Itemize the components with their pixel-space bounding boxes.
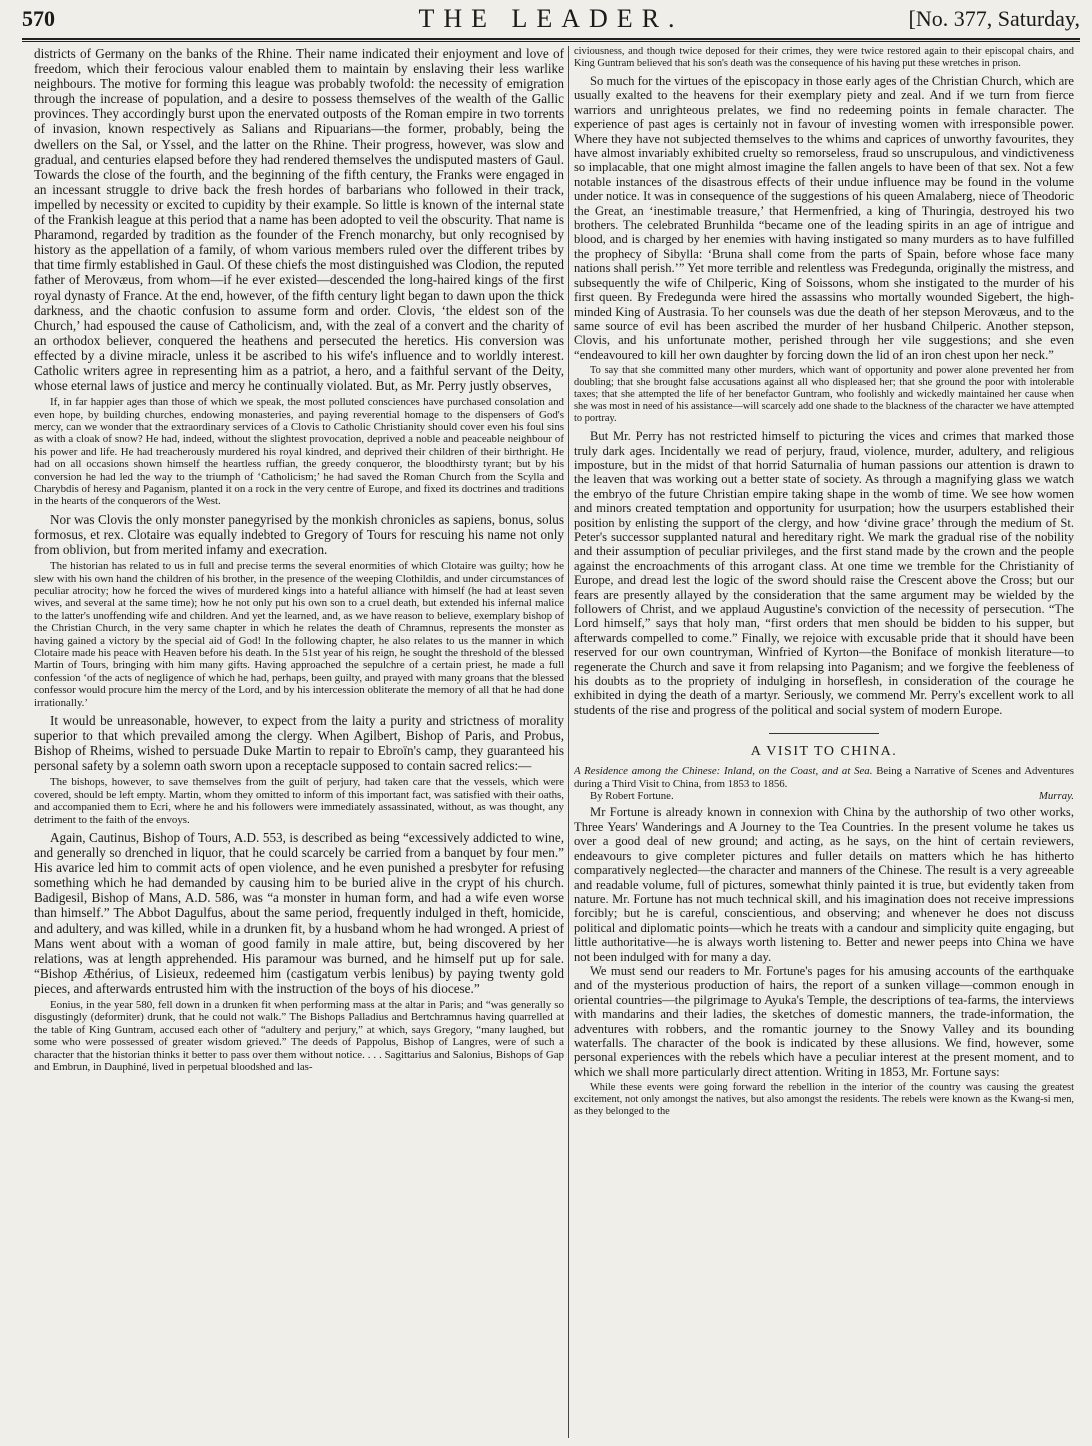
section-divider	[769, 733, 879, 734]
article-paragraph: It would be unreasonable, however, to expect from the laity a purity and strictness of morality superior to that which prevailed among the clergy. When Agilbert, Bishop of Paris, and Probus, Bishop of Rheims, wished to persuade Duke Martin to repair to Ebroïn's camp, they guaranteed his personal safety by a solemn oath sworn upon a receptacle supposed to contain sacred relics:—	[34, 712, 564, 774]
article-paragraph: But Mr. Perry has not restricted himself to picturing the vices and crimes that marked those truly dark ages. Incidentally we read of perjury, fraud, violence, murder, adultery, and religious imposture, but in the midst of that horrid Saturnalia of human passions our attention is drawn to the leaven that was working out a better state of society. As through a magnifying glass we watch the embryo of the future Christian empire taking shape in the womb of time. We see how women and minors created temptation and opportunity for usurpation; how the usurpers established their position by enlisting the support of the clergy, and how ‘divine grace’ through the medium of St. Peter's successor supplanted natural and hereditary right. We mark the gradual rise of the nobility and their assumption of peculiar privileges, and the first stand made by the crown and the people against the encroachments of this arrogant class. At one time we tremble for the Christianity of Europe, and dread lest the logic of the sword should raise the Crescent above the Cross; but our fears are presently allayed by the consideration that the same argument may be wielded by the followers of Christ, and we applaud Augustine's conviction of the necessity of persecution. “The Lord himself,” says that holy man, “first orders that men should be bidden to his supper, but afterwards compelled to come.” Finally, we rejoice with excusable pride that it should have been reserved for our own countryman, Winfried of Kyrton—the Boniface of monkish literature—to regenerate the Church and save it from relapsing into Paganism; and we forgive the feebleness of his doubts as to the propriety of indulging in horseflesh, in consideration of the courage he exhibited in dying the death of a martyr. Seriously, we commend Mr. Perry's excellent work to all students of the rise and progress of the political and social system of modern Europe.	[574, 429, 1074, 717]
review-book-title: A Residence among the Chinese: Inland, on the Coast, and at Sea.	[574, 765, 873, 778]
article-paragraph: Nor was Clovis the only monster panegyrised by the monkish chronicles as sapiens, bonus, solus formosus, et rex. Clotaire was equally indebted to Gregory of Tours for rescuing his name not only from oblivion, but from merited infamy and execration.	[34, 511, 564, 557]
article-paragraph: Mr Fortune is already known in connexion with China by the authorship of two other works, Three Years' Wanderings and A Journey to the Tea Countries. In the present volume he takes us over a good deal of new ground; and acting, as he says, on the hint of certain reviewers, endeavours to give completer pictures and fuller details on matters which he has hitherto comparatively neglected—the character and manners of the Chinese. The result is a very agreeable and readable volume, full of pictures, somewhat thinly painted it is true, but evidently taken from nature. Mr. Fortune has not much technical skill, and his imagination does not receive impressions forcibly; but he is careful, conscientious, and observing; and whenever he does not discuss political and diplomatic points—which he treats with a candour and simplicity quite engaging, but little authoritative—he is always worth listening to. Better and newer peeps into China we have not been indulged with for many a day.	[574, 805, 1074, 964]
article-paragraph: We must send our readers to Mr. Fortune's pages for his amusing accounts of the earthquake and of the mysterious production of hairs, the report of a sunken village—common enough in oriental countries—the pilgrimage to Ayuka's Temple, the descriptions of tea-farms, the interviews with mandarins and their ladies, the sketches of domestic manners, the trade-information, the adventures with robbers, and the romantic journey to the Snowy Valley and its bounding waterfalls. The character of the book is indicated by these allusions. We find, however, some personal experiences with the rebels which have a peculiar interest at the present moment, and to which we shall more particularly direct attention. Writing in 1853, Mr. Fortune says:	[574, 963, 1074, 1079]
right-column	[574, 46, 1074, 1438]
review-book-description: Being a Narrative of Scenes and Adventures during a Third Visit to China, from 1853 to 1856.	[574, 765, 1074, 790]
block-quote: The bishops, however, to save themselves from the guilt of perjury, had taken care that the vessels, which were covered, should be left empty. Martin, whom they omitted to inform of this important fact, was satisfied with their oaths, and accompanied them to Ecri, where he and his followers were immediately assassinated, without, as was thought, any detriment to the faith of the envoys.	[34, 776, 564, 826]
masthead-rule	[22, 41, 1080, 42]
block-quote: The historian has related to us in full and precise terms the several enormities of which Clotaire was guilty; how he slew with his own hand the children of his brother, in the presence of the weeping Clothildis, and under circumstances of peculiar atrocity; how he forced the wives of murdered kings into a hateful alliance with himself (he had at least seven wives, and several at the same time); how he not only put his own son to a cruel death, but extended his infernal malice to the latter's unoffending wife and children. And yet the learned, and, as we have reason to believe, exemplary bishop of the Christian Church, in the very same chapter in which he relates the death of Chramnus, represents the monster as having gained a victory by the special aid of God! In the following chapter, he also relates to us the manner in which Clotaire made his peace with Heaven before his death. In the 51st year of his reign, he sought the threshold of the blessed Martin of Tours, bringing with him many gifts. Having approached the sepulchre of a certain priest, he made a full confession ‘of the acts of negligence of which he had, perhaps, been guilty, and prayed with many groans that the blessed confessor would procure him the mercy of the Lord, and by his intercession obliterate the memory of all that he had done irrationally.’	[34, 560, 564, 709]
article-paragraph: Again, Cautinus, Bishop of Tours, A.D. 553, is described as being “excessively addicted to wine, and generally so drenched in liquor, that he could scarcely be carried from a banquet by four men.” His avarice led him to commit acts of open violence, and he even punished a presbyter for refusing something which he had demanded by causing him to be buried alive in the crypt of his church. Badigesil, Bishop of Mans, A.D. 586, was “a monster in human form, and had a wife even worse than himself.” The Abbot Dagulfus, about the same period, frequently indulged in theft, homicide, and adultery, and was killed, while in a drunken fit, by a husband whom he had wronged. A priest of Mans went about with a woman of good family in male attire, but, being discovered by her relations, was at length apprehended. His paramour was burned, and he himself put up for sale. “Bishop Æthérius, of Lisieux, redeemed him (castigatum verbis lenibus) by paying twenty gold pieces, and afterwards entrusted him with the instruction of the boys of his diocese.”	[34, 829, 564, 996]
review-publisher: Murray.	[1038, 790, 1074, 803]
page-number: 570	[22, 6, 55, 31]
article-paragraph: So much for the virtues of the episcopacy in those early ages of the Christian Church, which are usually exalted to the heavens for their exemplary piety and zeal. And if we turn from fierce warriors and unrighteous prelates, we find no redeeming points in female character. The experience of past ages is certainly not in favour of investing women with irresponsible power. Where they have not subjected themselves to the whims and caprices of unworthy favourites, they have almost invariably exhibited cruelty so remorseless, fraud so unscrupulous, and vindictiveness so implacable, that one might almost imagine the fallen angels to have been of that sex. Not a few notable instances of the disastrous effects of their undue influence may be found in the volume under notice. It was in consequence of the suggestions of his queen Amalaberg, niece of Theodoric the Great, an ‘inestimable treasure,’ that Hermenfried, a king of Thuringia, destroyed his two brothers. The celebrated Brunhilda “became one of the leading spirits in an age of intrigue and blood, and is charged by her enemies with having instigated so many murders as to have fulfilled the prophecy of Sibylla: ‘Bruna shall come from the parts of Spain, before whose face many nations shall perish.’” Yet more terrible and relentless was Fredegunda, originally the mistress, and subsequently the wife of Chilperic, King of Soissons, whom she instigated to the murder of his first queen. By Fredegunda were hired the assassins who mortally wounded Sigebert, the high-minded King of Austrasia. To her counsels was due the death of her stepson Merovæus, and to the same source of evil has been ascribed the murder of her husband Chilperic. Another stepson, Clovis, and his unfortunate mother, perished through her vile suggestions; and she even “endeavoured to kill her own daughter by forcing down the lid of an iron chest upon her neck.”	[574, 74, 1074, 362]
block-quote: To say that she committed many other murders, which want of opportunity and power alone prevented her from doubling; that she brought false accusations against all who displeased her; that she ground the poor with intolerable taxes; that she attempted the life of her benefactor Guntram, who foolishly and wickedly maintained her cause when she was most in need of his assistance—will scarcely add one shade to the blackness of the character we have attempted to portray.	[574, 365, 1074, 425]
masthead	[22, 4, 1080, 40]
article-paragraph: districts of Germany on the banks of the Rhine. Their name indicated their enjoyment and love of freedom, which their ferocious valour enabled them to maintain by enslaving their less warlike neighbours. The motive for forming this league was probably twofold: the necessity of emigration through the increase of population, and a desire to possess themselves of the wealth of the Gallic provinces. They accordingly burst upon the enervated outposts of the Roman empire in two torrents of invasion, known respectively as Salians and Ripuarians—the former, probably, being the dwellers on the Sal, or Yssel, and the latter on the Rhine. Their progress, however, was slow and gradual, and centuries elapsed before they had rendered themselves the undisputed masters of Gaul. Towards the close of the fourth, and the beginning of the fifth century, the Franks were engaged in an incessant struggle to drive back the fresh hordes of barbarians who followed in their track, impelled by necessity or excited to cupidity by their example. So little is known of the internal state of the Frankish league at this period that a name has been adopted to veil the obscurity. That name is Pharamond, regarded by tradition as the founder of the French monarchy, but only recognised by history as the appellation of a family, of whom various members ruled over the different tribes by that time firmly established in Gaul. Of these chiefs the most distinguished was Clodion, the reputed father of Merovæus, from whom—if he ever existed—descended the long-haired kings of the first royal dynasty of France. At the end, however, of the fifth century light began to dawn upon the thick darkness, and the chaotic confusion to assume form and order. Clovis, ‘the eldest son of the Church,’ had espoused the cause of Catholicism, and, with the zeal of a convert and the charity of an orthodox believer, conquered the heathens and persecuted the heretics. His conversion was effected by a divine miracle, unless it be ascribed to his wife's influence and to worldly interest. Catholic writers agree in representing him as a patriot, a hero, and a faithful servant of the Deity, whose eternal laws of justice and mercy he continually violated. But, as Mr. Perry justly observes,	[34, 46, 564, 394]
block-quote: civiousness, and though twice deposed for their crimes, they were twice restored again to their episcopal chairs, and King Guntram believed that his son's death was the consequence of his having put these wretches in prison.	[574, 46, 1074, 69]
block-quote: If, in far happier ages than those of which we speak, the most polluted consciences have purchased consolation and even hope, by building churches, endowing monasteries, and paying reverential homage to the dispensers of God's mercy, can we wonder that the extraordinary services of a Clovis to Catholic Christianity should cover even his foul sins as with a cloak of snow? He had, indeed, without the slightest provocation, deprived a noble and peaceable neighbour of his power and life. He had treacherously murdered his royal kindred, and deprived their children of their birthright. He had on all occasions shown himself the heartless ruffian, the greedy conqueror, the bloodthirsty tyrant; but by his conversion he had led the way to the triumph of ‘Catholicism;’ he had saved the Roman Church from the Scylla and Charybdis of heresy and Paganism, planted it on a rock in the very centre of Europe, and fixed its doctrines and traditions in the hearts of the conquerors of the West.	[34, 396, 564, 508]
block-quote: Eonius, in the year 580, fell down in a drunken fit when performing mass at the altar in Paris; and “was generally so disgustingly (deformiter) drunk, that he could not walk.” The Bishops Palladius and Bertchramnus having quarrelled at the table of King Guntram, accused each other of “adultery and perjury,” at which, says Gregory, “many laughed, but some who were possessed of greater wisdom grieved.” The deeds of Pappolus, Bishop of Langres, were of such a character that the historian thinks it better to pass over them without notice. . . . Sagittarius and Salonius, Bishops of Gap and Embrun, in Dauphiné, lived in perpetual bloodshed and las-	[34, 999, 564, 1074]
review-book-author: By Robert Fortune.	[590, 790, 674, 803]
left-column	[34, 46, 564, 1438]
column-divider	[568, 46, 569, 1438]
section-heading: A VISIT TO CHINA.	[750, 744, 898, 760]
block-quote: While these events were going forward the rebellion in the interior of the country was causing the greatest excitement, not only amongst the natives, but also amongst the residents. The rebels were known as the Kwang-si men, as they belonged to the	[574, 1082, 1074, 1118]
review-header	[574, 765, 1074, 802]
issue-info: [No. 377, Saturday,	[908, 6, 1080, 31]
newspaper-title: THE LEADER.	[418, 4, 684, 33]
